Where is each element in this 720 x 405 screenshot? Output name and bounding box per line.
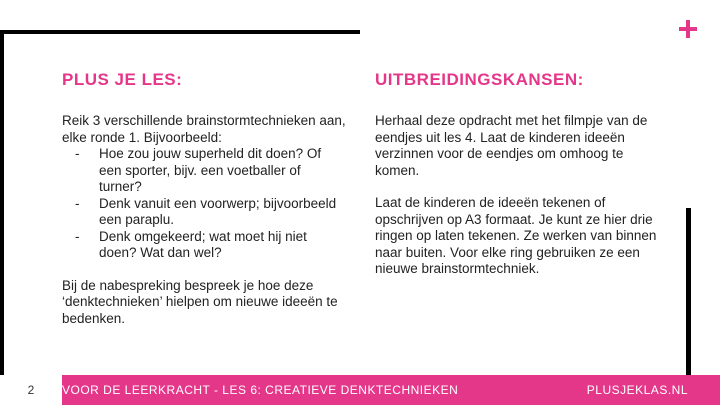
list-item [62, 229, 347, 262]
left-intro: Reik 3 verschillende brainstormtechnieken aan, elke ronde 1. Bijvoorbeeld: [62, 113, 346, 145]
footer-bar [0, 375, 720, 405]
bullet-text: Denk omgekeerd; wat moet hij niet doen? Wat dan wel? [99, 228, 307, 260]
right-paragraph-1: Herhaal deze opdracht met het filmpje van de eendjes uit les 4. Laat de kinderen ideeën verzinnen voor de eendjes om omhoog te komen. [375, 113, 648, 178]
right-paragraph-2: Laat de kinderen de ideeën tekenen of opschrijven op A3 formaat. Je kunt ze hier drie ringen op laten tekenen. Ze werken van binnen naar buiten. Voor elke ring gebruiken ze een nieuwe brainstormtechniek. [375, 195, 657, 276]
dash-icon: - [75, 195, 80, 211]
frame-top-bar [0, 30, 360, 34]
left-heading: PLUS JE LES: [62, 70, 183, 89]
page-number: 2 [0, 375, 62, 405]
left-outro: Bij de nabespreking bespreek je hoe deze ‘denktechnieken’ hielpen om nieuwe ideeën te bedenken. [62, 277, 338, 326]
list-item [62, 196, 347, 229]
dash-icon: - [75, 146, 80, 161]
footer-site-link[interactable]: PLUSJEKLAS.NL [586, 383, 688, 397]
footer-title: VOOR DE LEERKRACHT - LES 6: CREATIEVE DENKTECHNIEKEN [62, 383, 459, 397]
bullet-text: Hoe zou jouw superheld dit doen? Of een sporter, bijv. een voetballer of turner? [99, 146, 322, 194]
plus-icon [677, 18, 699, 40]
frame-right-bar [686, 208, 691, 375]
list-item [62, 146, 347, 196]
bullet-text: Denk vanuit een voorwerp; bijvoorbeeld een paraplu. [99, 195, 337, 227]
right-heading: UITBREIDINGSKANSEN: [375, 70, 584, 89]
bullet-list [62, 146, 347, 262]
frame-left-bar [0, 30, 4, 375]
left-column [62, 113, 347, 327]
right-column [375, 113, 665, 278]
dash-icon: - [75, 228, 80, 244]
